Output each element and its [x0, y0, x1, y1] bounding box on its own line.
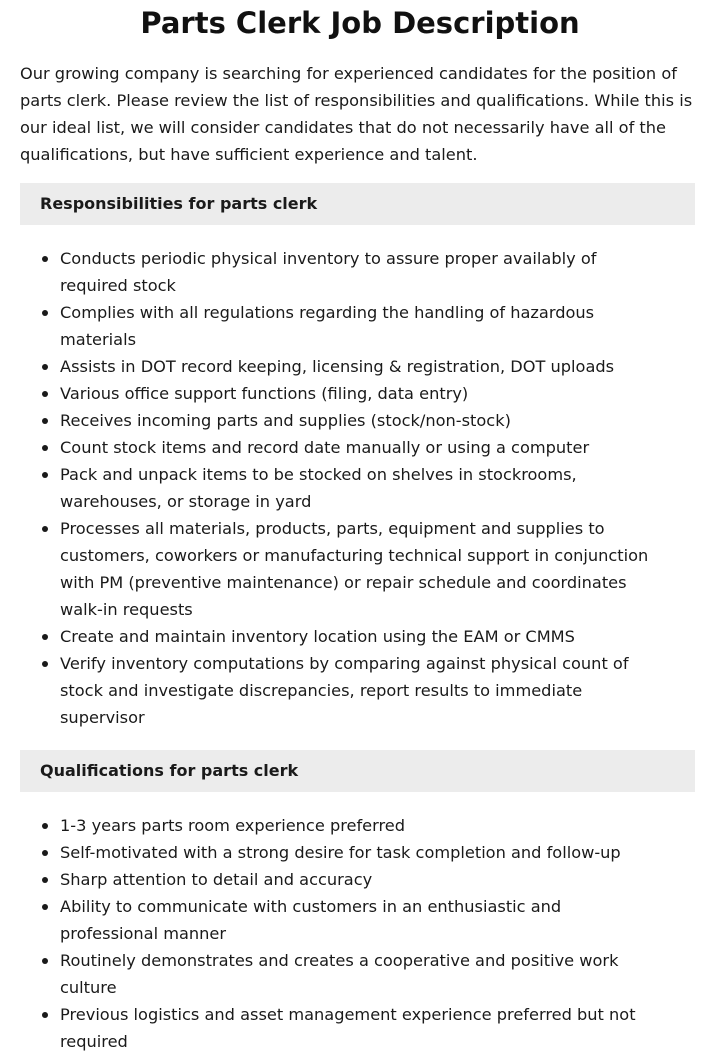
list-item: Self-motivated with a strong desire for task completion and follow-up	[60, 839, 655, 866]
list-item: Receives incoming parts and supplies (stock/non-stock)	[60, 407, 655, 434]
list-item: Processes all materials, products, parts, equipment and supplies to customers, coworkers or manufacturing technical support in conjunction with PM (preventive maintenance) or repair schedule and coordinates walk-in requests	[60, 515, 655, 623]
list-item: Previous logistics and asset management experience preferred but not required	[60, 1001, 655, 1055]
qualifications-list	[20, 812, 655, 1055]
qualifications-heading: Qualifications for parts clerk	[20, 750, 695, 792]
responsibilities-list	[20, 245, 655, 731]
list-item: Verify inventory computations by comparing against physical count of stock and investigate discrepancies, report results to immediate supervisor	[60, 650, 655, 731]
list-item: Count stock items and record date manually or using a computer	[60, 434, 655, 461]
list-item: Sharp attention to detail and accuracy	[60, 866, 655, 893]
list-item: Complies with all regulations regarding the handling of hazardous materials	[60, 299, 655, 353]
list-item: 1-3 years parts room experience preferred	[60, 812, 655, 839]
list-item: Assists in DOT record keeping, licensing & registration, DOT uploads	[60, 353, 655, 380]
responsibilities-heading: Responsibilities for parts clerk	[20, 183, 695, 225]
intro-paragraph: Our growing company is searching for experienced candidates for the position of parts clerk. Please review the list of responsibilities and qualifications. While this is our ideal list, we will consider candidates that do not necessarily have all of the qualifications, but have sufficient experience and talent.	[20, 64, 693, 164]
list-item: Pack and unpack items to be stocked on shelves in stockrooms, warehouses, or storage in yard	[60, 461, 655, 515]
list-item: Ability to communicate with customers in an enthusiastic and professional manner	[60, 893, 655, 947]
page-title: Parts Clerk Job Description	[140, 6, 580, 40]
list-item: Routinely demonstrates and creates a cooperative and positive work culture	[60, 947, 655, 1001]
list-item: Create and maintain inventory location using the EAM or CMMS	[60, 623, 655, 650]
list-item: Conducts periodic physical inventory to assure proper availably of required stock	[60, 245, 655, 299]
list-item: Various office support functions (filing, data entry)	[60, 380, 655, 407]
